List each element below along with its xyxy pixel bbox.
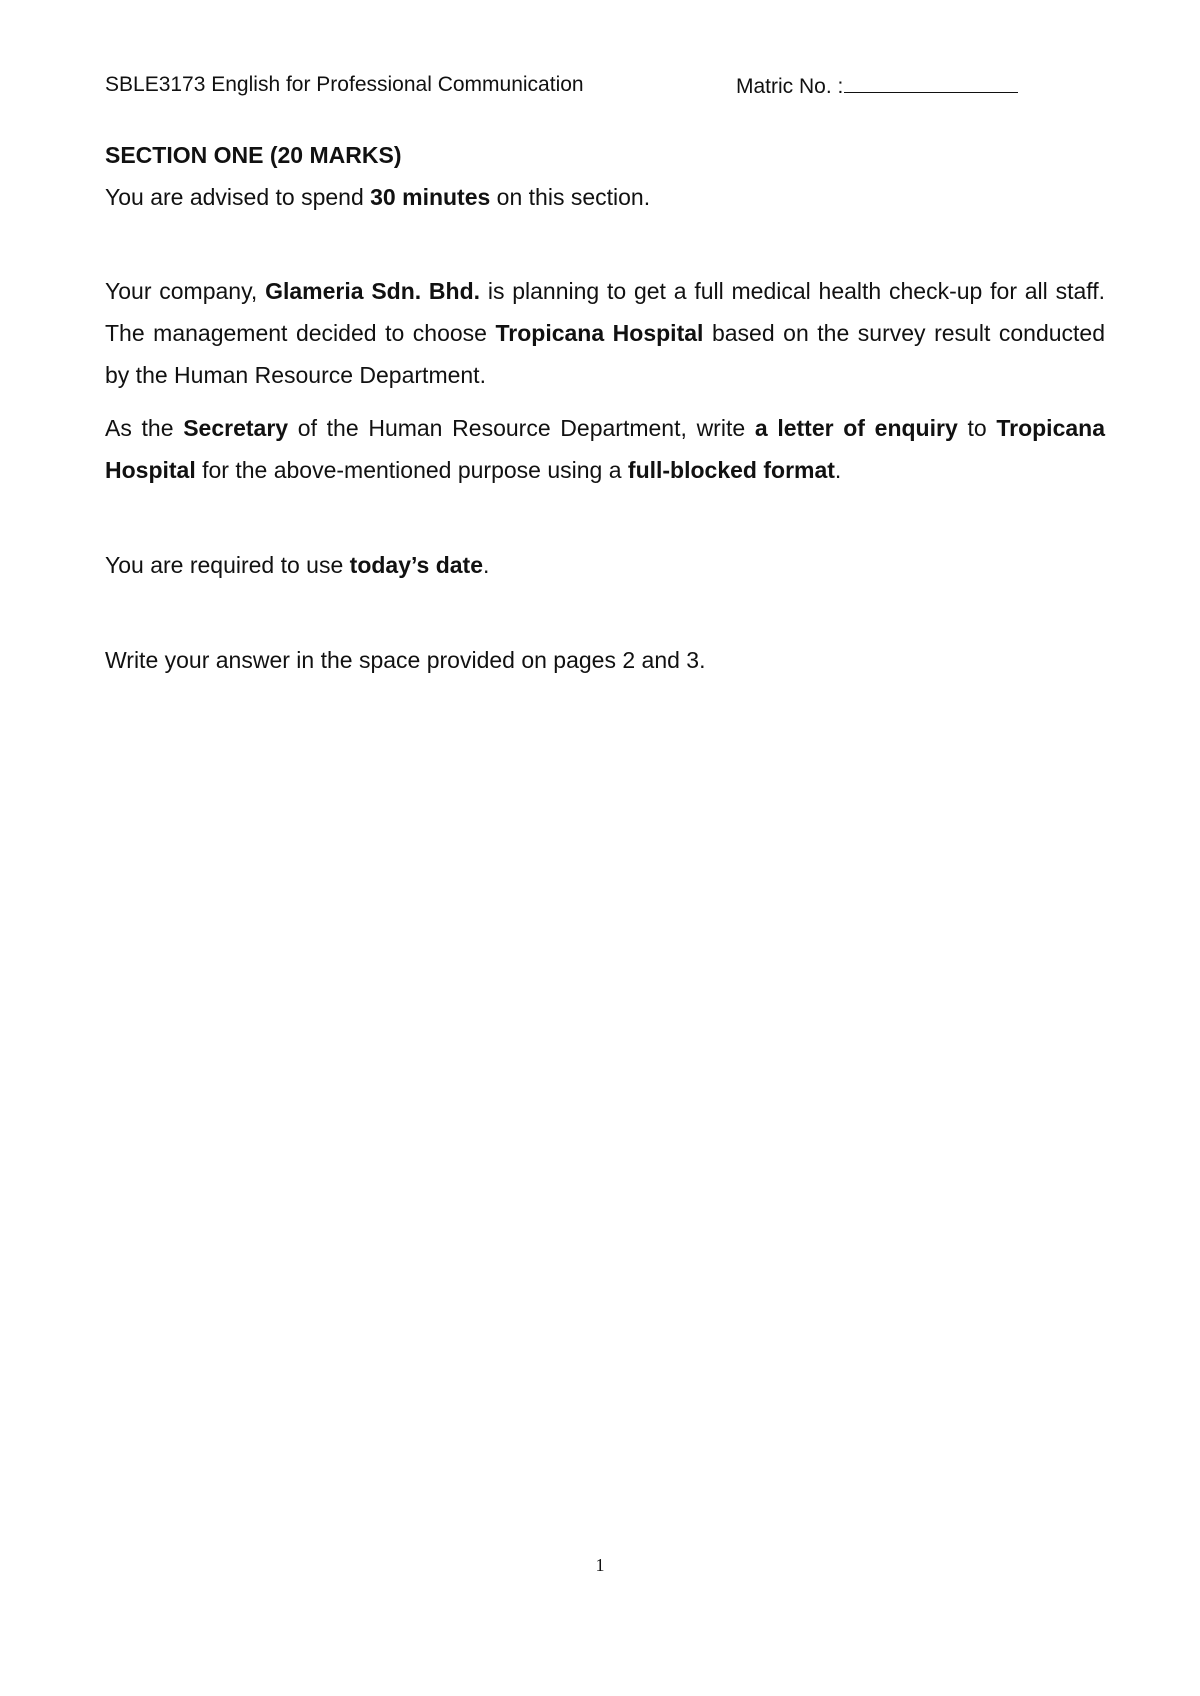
advice-text-end: on this section. [490, 184, 651, 210]
advice-duration: 30 minutes [370, 184, 491, 210]
scenario-text: Your company, [105, 278, 266, 304]
matric-number-field [736, 72, 1018, 100]
page-number: 1 [595, 1555, 605, 1575]
task-text: for the above-mentioned purpose using a [195, 457, 628, 483]
date-instruction-text: You are required to use [105, 552, 350, 578]
section-title: SECTION ONE (20 MARKS) [105, 142, 402, 168]
answer-instruction: Write your answer in the space provided on pages 2 and 3. [105, 647, 706, 673]
course-title: SBLE3173 English for Professional Communication [105, 73, 584, 96]
time-advice [105, 176, 1105, 218]
spacer [105, 491, 1105, 544]
letter-type: a letter of enquiry [754, 415, 958, 441]
spacer [105, 586, 1105, 639]
section-content [105, 134, 1105, 681]
scenario-text: based on the survey result conducted by the Human Resource Department. [105, 320, 1106, 388]
date-requirement: today’s date [349, 552, 484, 578]
page-header [105, 72, 1105, 98]
matric-label: Matric No. : [736, 75, 844, 98]
date-instruction-text: . [483, 552, 490, 578]
spacer [105, 396, 1105, 407]
date-instruction [105, 544, 1105, 586]
task-text: As the [105, 415, 184, 441]
advice-text: You are advised to spend [105, 184, 371, 210]
task-text: to [957, 415, 997, 441]
letter-format: full-blocked format [627, 457, 835, 483]
task-text: of the Human Resource Department, write [288, 415, 755, 441]
spacer [105, 218, 1105, 270]
scenario-paragraph [105, 270, 1105, 396]
scenario-text: is planning to get a full medical health check-up for all staff. The management decided to choose [105, 278, 1106, 346]
hospital-name: Tropicana Hospital [105, 415, 1105, 483]
company-name: Glameria Sdn. Bhd. [265, 278, 481, 304]
task-paragraph [105, 407, 1105, 491]
role-name: Secretary [183, 415, 289, 441]
matric-blank-line [844, 72, 1018, 93]
hospital-name: Tropicana Hospital [495, 320, 704, 346]
task-text: . [834, 457, 842, 483]
